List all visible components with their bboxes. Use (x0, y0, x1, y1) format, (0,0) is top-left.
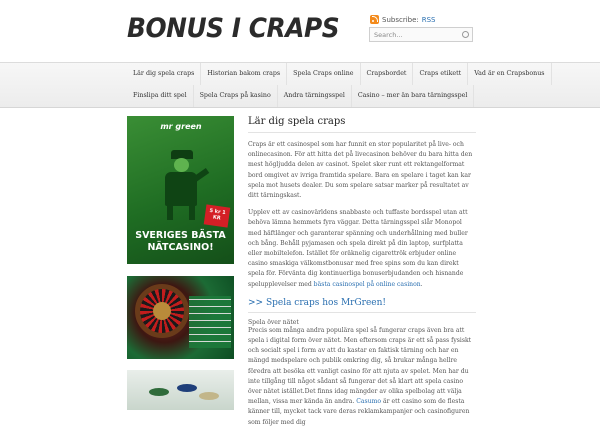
poker-chip-icon (199, 392, 219, 400)
subscribe-label: Subscribe: (382, 15, 419, 24)
rss-icon[interactable] (370, 15, 379, 24)
roulette-table-icon (189, 296, 231, 348)
promo-badge: 5 kr 1 KR (204, 204, 231, 227)
intro-paragraph: Craps är ett casinospel som har funnit en stor popularitet på live- och onlinecasinon. För att hitta det på livecasinon behöver du bara hitta den mest högljudda delen av casinot. Spelet sker runt ett rektangelformat bord omgivet av ivriga framtida spelare. Bara en spelare i taget kan kar spela mot husets dealer. Du som spelare satsar marker på resultatet av ditt tärningskast. (248, 141, 473, 200)
spela-paragraph-end: är ett casino som de flesta känner till, mycket tack vare deras reklamkampanjer och casinofiguren som följer med dig (248, 398, 470, 426)
roulette-banner[interactable] (127, 276, 234, 359)
casinospel-link[interactable]: bästa casinospel på online casinon (313, 280, 421, 288)
poker-chip-icon (177, 384, 197, 392)
nav-item-spela-craps-online[interactable]: Spela Craps online (287, 63, 360, 85)
search-placeholder: Search... (374, 31, 403, 39)
casumo-link[interactable]: Casumo (356, 398, 382, 406)
spela-paragraph-text: Precis som många andra populära spel så fungerar craps även bra att spela i digital form över nätet. Men eftersom craps är ett så pass fysiskt och socialt spel i form av att du kastar en faktisk tärning och har en mängd medspelare och publik omkring dig, så brukar många hellre föredra att besöka ett vanligt casino för att njuta av spelet. Men har du inte tillgång till något sådant så fungerar det så klart att spela casino över nätet istället.Det finns idag mängder av olika spelbolag att välja mellan, vissa mer kända än andra. (248, 326, 472, 406)
site-header (0, 0, 600, 62)
online-paragraph-end: . (420, 280, 423, 288)
banner-headline-line1: SVERIGES BÄSTA (135, 230, 226, 241)
nav-item-crapsbordet[interactable]: Crapsbordet (361, 63, 414, 85)
spela-over-natet-paragraph (248, 326, 476, 428)
nav-item-craps-etikett[interactable]: Craps etikett (413, 63, 468, 85)
banner-headline (127, 230, 234, 254)
main-navigation (0, 62, 600, 108)
nav-item-lar-dig-spela-craps[interactable]: Lär dig spela craps (127, 63, 201, 85)
nav-item-andra-tarningsspel[interactable]: Andra tärningsspel (278, 85, 352, 107)
nav-item-crapsbonus[interactable]: Vad är en Crapsbonus (468, 63, 551, 85)
nav-row-2 (127, 85, 474, 107)
site-logo[interactable]: BONUS I CRAPS (127, 13, 340, 44)
page-title: Lär dig spela craps (248, 116, 476, 133)
poker-chip-icon (149, 388, 169, 396)
mrgreen-logo: mr green (160, 122, 202, 131)
section-subheading: Spela över nätet (248, 318, 299, 326)
mrgreen-mascot-icon (155, 150, 207, 220)
rss-link[interactable]: RSS (421, 15, 436, 24)
nav-item-casino[interactable]: Casino – mer än bara tärningsspel (352, 85, 475, 107)
search-input[interactable] (369, 27, 473, 42)
chips-banner[interactable] (127, 370, 234, 410)
mrgreen-section-link[interactable]: >> Spela craps hos MrGreen! (248, 298, 476, 313)
nav-item-finslipa[interactable]: Finslipa ditt spel (127, 85, 194, 107)
search-icon[interactable] (462, 31, 469, 38)
roulette-hub-icon (153, 302, 171, 320)
nav-row-1 (127, 63, 552, 85)
online-paragraph (248, 208, 476, 290)
nav-item-historian[interactable]: Historian bakom craps (201, 63, 287, 85)
nav-item-craps-pa-kasino[interactable]: Spela Craps på kasino (194, 85, 278, 107)
online-paragraph-text: Upplev ett av casinovärldens snabbaste och tuffaste bordsspel utan att behöva lämna hemmets fyra väggar. Detta tärningsspel slår Monopol med häftlänger och garanterar spänning och underhållning med buller och bång. Behåll pyjamasen och spela direkt på din laptop, surfplatta eller mobiltelefon. Istället för oräknelig cigarettrök erbjuder online casino smaskiga välkomstbonusar med free spins som du kan direkt spela för. Förvänta dig kontinuerliga bonuserbjudanden och hisnande spelupplevelser med (248, 209, 468, 288)
mrgreen-banner[interactable] (127, 116, 234, 264)
banner-headline-line2: NÄTCASINO! (147, 242, 214, 253)
main-content (248, 116, 476, 428)
subscribe-area (370, 15, 436, 24)
